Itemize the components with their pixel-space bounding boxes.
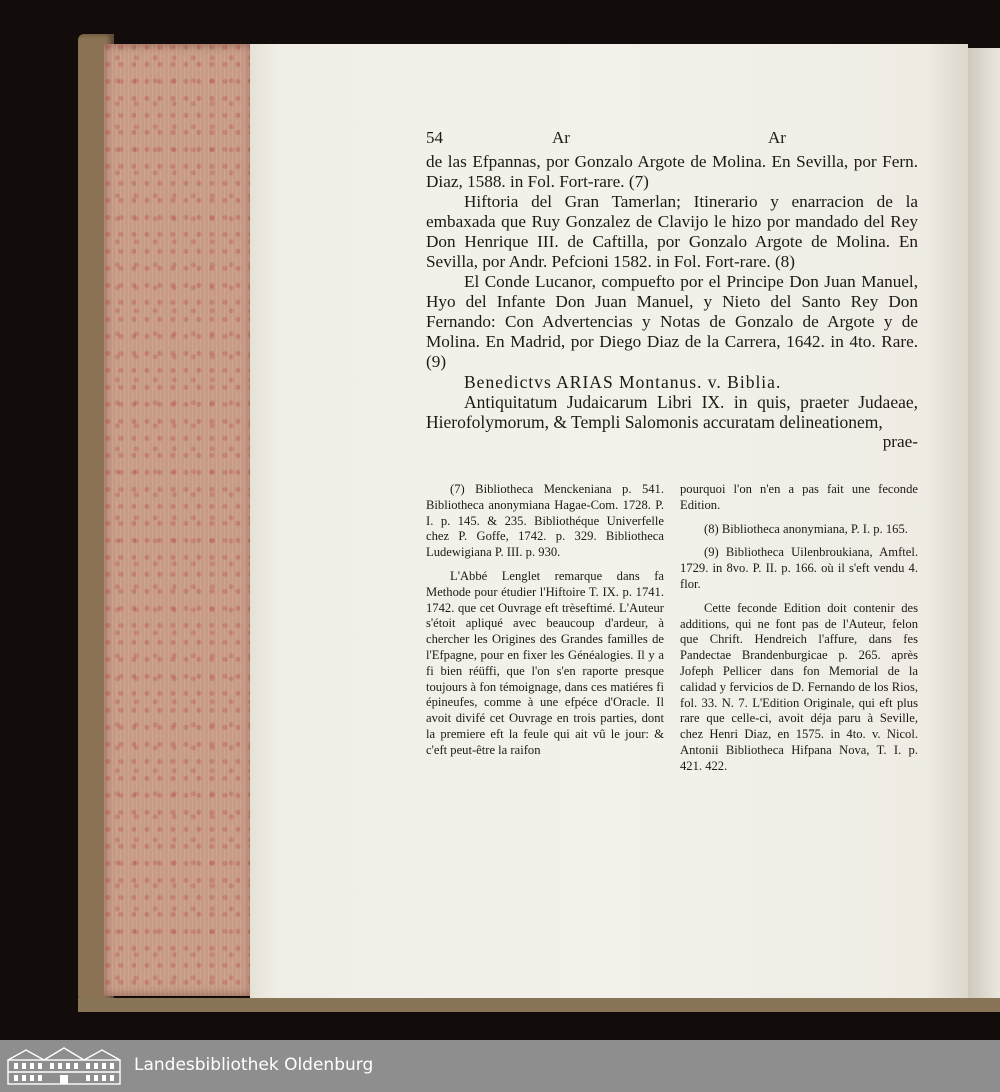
running-head-left: Ar (552, 128, 570, 147)
footnote-7-commentary: L'Abbé Lenglet remarque dans fa Methode pour étudier l'Hiftoire T. IX. p. 1741. 1742. que cet Ouvrage eft trèseftimé. L'Auteur s'étoit apliqué avec beaucoup d'ardeur, à chercher les Origines des Grandes familles de l'Efpagne, pour en fixer les Généalogies. Il y a fi bien réüffi, que l'on s'en raporte presque toujours à fon témoignage, dans ces matiéres fi épineufes, comme à une efpéce d'Oracle. Il avoit divifé cet Ouvrage en trois parties, dont la premiere eft la feule qui ait vû le jour: & c'eft peut-être la raifon (426, 568, 664, 757)
main-body (426, 152, 918, 452)
footer-label: Landesbibliothek Oldenburg (134, 1055, 374, 1075)
running-head (426, 128, 918, 152)
footnotes-left-column (426, 482, 664, 767)
paragraph-2: Hiftoria del Gran Tamerlan; Itinerario y enarracion de la embaxada que Ruy Gonzalez de Clavijo le hizo por mandado del Rey Don Henrique III. de Caftilla, por Gonzalo Argote de Molina. En Sevilla, por Andr. Pefcioni 1582. in Fol. Fort-rare. (8) (426, 192, 918, 271)
footnote-9-commentary: Cette feconde Edition doit contenir des additions, qui ne font pas de l'Auteur, felon que Chrift. Hendreich l'affure, dans fes Pandectae Brandenburgicae p. 265. après Jofeph Pellicer dans fon Memorial de la calidad y fervicios de D. Fernando de los Rios, fol. 33. N. 7. L'Edition Originale, qui eft plus rare que celle-ci, avoit déja paru à Seville, chez Henri Diaz, en 1575. in 4to. v. Nicol. Antonii Bibliotheca Hifpana Nova, T. I. p. 421. 422. (680, 600, 918, 773)
footnote-7-continued: pourquoi l'on n'en a pas fait une feconde Edition. (680, 482, 918, 512)
main-text-block (426, 128, 918, 452)
paragraph-4: Antiquitatum Judaicarum Libri IX. in quis, praeter Judaeae, Hierofolymorum, & Templi Salomonis accuratam delineationem, (426, 392, 918, 432)
paragraph-3: El Conde Lucanor, compuefto por el Principe Don Juan Manuel, Hyo del Infante Don Juan Manuel, y Nieto del Santo Rey Don Fernando: Con Advertencias y Notas de Gonzalo de Argote y de Molina. En Madrid, por Diego Diaz de la Carrera, 1642. in 4to. Rare. (9) (426, 272, 918, 371)
section-heading: Benedictvs ARIAS Montanus. v. Biblia. (464, 372, 782, 392)
paragraph-1: de las Efpannas, por Gonzalo Argote de Molina. En Sevilla, por Fern. Diaz, 1588. in Fol. Fort-rare. (7) (426, 152, 918, 191)
running-head-right: Ar (768, 128, 786, 147)
library-building-icon (6, 1046, 122, 1086)
footnote-9: (9) Bibliotheca Uilenbroukiana, Amftel. 1729. in 8vo. P. II. p. 166. où il s'eft vendu 4. flor. (680, 545, 918, 591)
footnote-8: (8) Bibliotheca anonymiana, P. I. p. 165. (704, 521, 908, 536)
book-cover-bottom (78, 998, 1000, 1012)
footnotes-right-column (680, 482, 918, 783)
page-edges (104, 44, 252, 996)
footer-bar (0, 1040, 1000, 1092)
page-number: 54 (426, 128, 443, 147)
footnote-7: (7) Bibliotheca Menckeniana p. 541. Bibliotheca anonymiana Hagae-Com. 1728. P. I. p. 145. & 235. Bibliothéque Univerfelle chez P. Goffe, 1742. p. 329. Bibliotheca Ludewigiana P. III. p. 930. (426, 482, 664, 560)
facing-page-edge (968, 48, 1000, 1004)
catchword: prae- (882, 432, 918, 451)
